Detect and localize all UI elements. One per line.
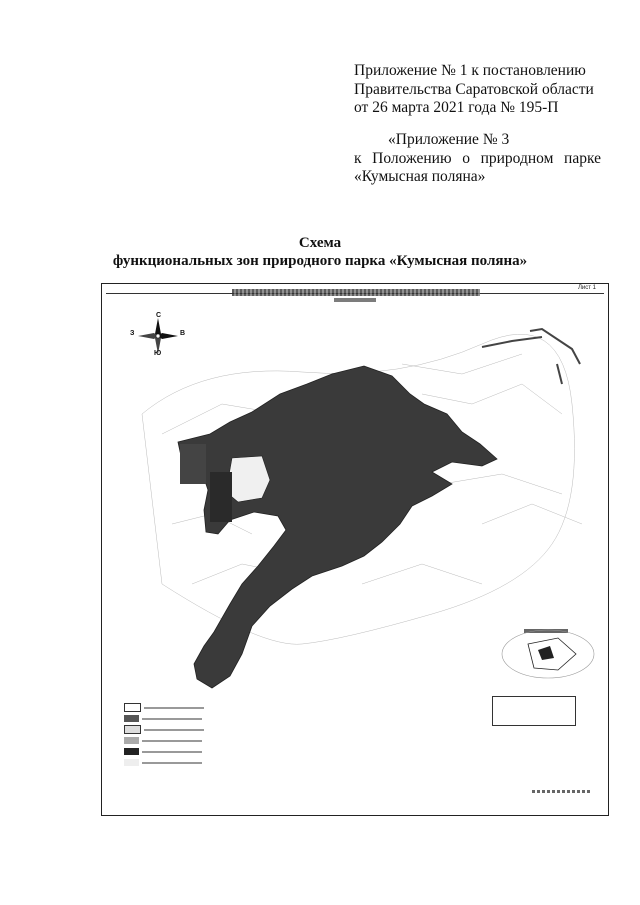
zone-hatched-block	[210, 472, 232, 522]
page-title: Схема	[298, 235, 342, 251]
zone-west-block	[180, 444, 206, 484]
functional-zone-dark	[178, 366, 497, 688]
header-line-1: Приложение № 1 к постановлению	[354, 62, 586, 79]
compass-west: З	[130, 330, 135, 337]
annex-line-3: «Кумысная поляна»	[354, 168, 486, 185]
compass-south: Ю	[154, 350, 162, 357]
compass-north: С	[156, 312, 162, 319]
compass-east: В	[180, 330, 186, 337]
legend-row	[124, 735, 254, 746]
header-line-3: от 26 марта 2021 года № 195-П	[354, 99, 559, 116]
scale-bar	[532, 790, 592, 793]
legend-row	[124, 757, 254, 768]
annex-reference	[354, 131, 601, 187]
inset-map	[498, 624, 598, 682]
legend-row	[124, 713, 254, 724]
header-line-2: Правительства Саратовской области	[354, 80, 594, 98]
legend-row	[124, 746, 254, 757]
zones-map	[101, 283, 609, 816]
zones-table	[492, 696, 576, 726]
annex-line-1: «Приложение № 3	[388, 131, 510, 148]
legend-row	[124, 702, 254, 713]
legend-row	[124, 724, 254, 735]
zone-clearing	[226, 456, 270, 502]
annex-line-2: к Положению о природном парке	[354, 149, 601, 167]
map-sheet-label: Лист 1	[577, 285, 596, 291]
document-header	[354, 62, 604, 118]
map-legend	[124, 702, 254, 768]
page-subtitle: функциональных зон природного парка «Кумысная поляна»	[112, 253, 528, 269]
roads	[482, 329, 580, 384]
